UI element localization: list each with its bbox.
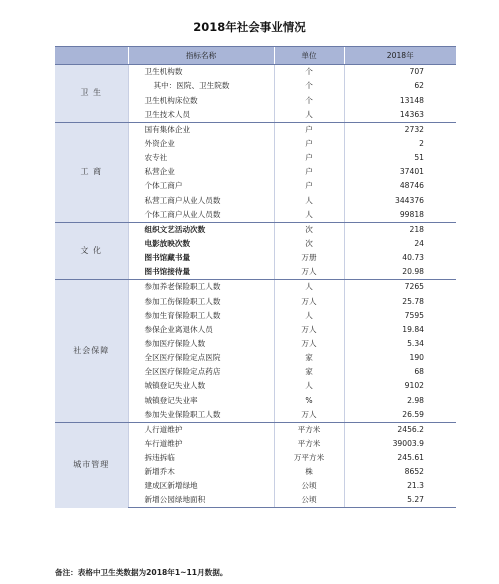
indicator-cell: 私营工商户从业人员数: [128, 193, 274, 207]
indicator-cell: 参加养老保险职工人数: [128, 280, 274, 295]
value-cell: 13148: [344, 93, 456, 107]
unit-cell: 万册: [274, 251, 344, 265]
indicator-cell: 农专社: [128, 151, 274, 165]
footnote: 备注：表格中卫生类数据为2018年1~11月数据。: [55, 568, 228, 577]
value-cell: 7595: [344, 308, 456, 322]
value-cell: 25.78: [344, 294, 456, 308]
unit-cell: 个: [274, 65, 344, 80]
unit-cell: 户: [274, 179, 344, 193]
table-row: [55, 422, 456, 437]
indicator-cell: 卫生机构床位数: [128, 93, 274, 107]
value-cell: 190: [344, 351, 456, 365]
unit-cell: 户: [274, 137, 344, 151]
table-row: [55, 222, 456, 237]
value-cell: 2.98: [344, 393, 456, 407]
unit-cell: 人: [274, 280, 344, 295]
table-row: [55, 65, 456, 80]
value-cell: 2: [344, 137, 456, 151]
indicator-cell: 城镇登记失业率: [128, 393, 274, 407]
indicator-cell: 私营企业: [128, 165, 274, 179]
value-cell: 245.61: [344, 451, 456, 465]
unit-cell: 公顷: [274, 479, 344, 493]
value-cell: 62: [344, 79, 456, 93]
value-cell: 26.59: [344, 407, 456, 422]
page-title: 2018年社会事业情况: [193, 20, 306, 34]
unit-cell: 万人: [274, 407, 344, 422]
indicator-cell: 参加医疗保险人数: [128, 337, 274, 351]
indicator-cell: 新增乔木: [128, 465, 274, 479]
value-cell: 9102: [344, 379, 456, 393]
unit-cell: 人: [274, 207, 344, 222]
indicator-header: 指标名称: [128, 47, 274, 65]
unit-cell: 公顷: [274, 493, 344, 508]
unit-cell: 个: [274, 93, 344, 107]
indicator-cell: 组织文艺活动次数: [128, 222, 274, 237]
value-cell: 40.73: [344, 251, 456, 265]
value-cell: 48746: [344, 179, 456, 193]
value-cell: 218: [344, 222, 456, 237]
value-cell: 7265: [344, 280, 456, 295]
value-cell: 20.98: [344, 265, 456, 280]
table-body: [55, 65, 456, 508]
indicator-cell: 新增公园绿地面积: [128, 493, 274, 508]
unit-cell: 人: [274, 193, 344, 207]
table-row: [55, 280, 456, 295]
unit-cell: 人: [274, 379, 344, 393]
value-cell: 2732: [344, 122, 456, 137]
indicator-cell: 城镇登记失业人数: [128, 379, 274, 393]
value-cell: 39003.9: [344, 437, 456, 451]
unit-cell: 平方米: [274, 437, 344, 451]
unit-cell: %: [274, 393, 344, 407]
indicator-cell: 参保企业离退休人员: [128, 323, 274, 337]
unit-cell: 次: [274, 222, 344, 237]
indicator-cell: 个体工商户从业人员数: [128, 207, 274, 222]
indicator-cell: 图书馆藏书量: [128, 251, 274, 265]
value-cell: 99818: [344, 207, 456, 222]
unit-cell: 户: [274, 151, 344, 165]
value-cell: 8652: [344, 465, 456, 479]
unit-cell: 个: [274, 79, 344, 93]
value-cell: 21.3: [344, 479, 456, 493]
category-cell: 工 商: [55, 122, 128, 222]
unit-cell: 家: [274, 351, 344, 365]
indicator-cell: 国有集体企业: [128, 122, 274, 137]
table-row: [55, 122, 456, 137]
unit-header: 单位: [274, 47, 344, 65]
value-cell: 51: [344, 151, 456, 165]
unit-cell: 人: [274, 308, 344, 322]
unit-cell: 万平方米: [274, 451, 344, 465]
value-cell: 68: [344, 365, 456, 379]
indicator-cell: 图书馆接待量: [128, 265, 274, 280]
unit-cell: 次: [274, 237, 344, 251]
table-header-row: [55, 47, 456, 65]
indicator-cell: 卫生机构数: [128, 65, 274, 80]
unit-cell: 株: [274, 465, 344, 479]
indicator-cell: 建成区新增绿地: [128, 479, 274, 493]
unit-cell: 人: [274, 107, 344, 122]
unit-cell: 平方米: [274, 422, 344, 437]
value-cell: 344376: [344, 193, 456, 207]
indicator-cell: 人行道维护: [128, 422, 274, 437]
indicator-cell: 电影放映次数: [128, 237, 274, 251]
indicator-cell: 车行道维护: [128, 437, 274, 451]
indicator-cell: 外资企业: [128, 137, 274, 151]
year-header: 2018年: [344, 47, 456, 65]
value-cell: 5.27: [344, 493, 456, 508]
indicator-cell: 参加生育保险职工人数: [128, 308, 274, 322]
indicator-cell: 参加工伤保险职工人数: [128, 294, 274, 308]
category-cell: 文 化: [55, 222, 128, 280]
unit-cell: 万人: [274, 337, 344, 351]
indicator-cell: 全区医疗保险定点医院: [128, 351, 274, 365]
category-cell: 城市管理: [55, 422, 128, 508]
value-cell: 707: [344, 65, 456, 80]
unit-cell: 万人: [274, 265, 344, 280]
unit-cell: 户: [274, 122, 344, 137]
indicator-cell: 卫生技术人员: [128, 107, 274, 122]
indicator-cell: 拆违拆临: [128, 451, 274, 465]
indicator-cell: 其中：医院、卫生院数: [128, 79, 274, 93]
statistics-table: [55, 46, 456, 508]
value-cell: 19.84: [344, 323, 456, 337]
category-header: [55, 47, 128, 65]
unit-cell: 万人: [274, 323, 344, 337]
value-cell: 37401: [344, 165, 456, 179]
value-cell: 2456.2: [344, 422, 456, 437]
unit-cell: 万人: [274, 294, 344, 308]
category-cell: 社会保障: [55, 280, 128, 422]
category-cell: 卫 生: [55, 65, 128, 123]
indicator-cell: 个体工商户: [128, 179, 274, 193]
value-cell: 14363: [344, 107, 456, 122]
unit-cell: 家: [274, 365, 344, 379]
value-cell: 24: [344, 237, 456, 251]
value-cell: 5.34: [344, 337, 456, 351]
indicator-cell: 参加失业保险职工人数: [128, 407, 274, 422]
indicator-cell: 全区医疗保险定点药店: [128, 365, 274, 379]
unit-cell: 户: [274, 165, 344, 179]
